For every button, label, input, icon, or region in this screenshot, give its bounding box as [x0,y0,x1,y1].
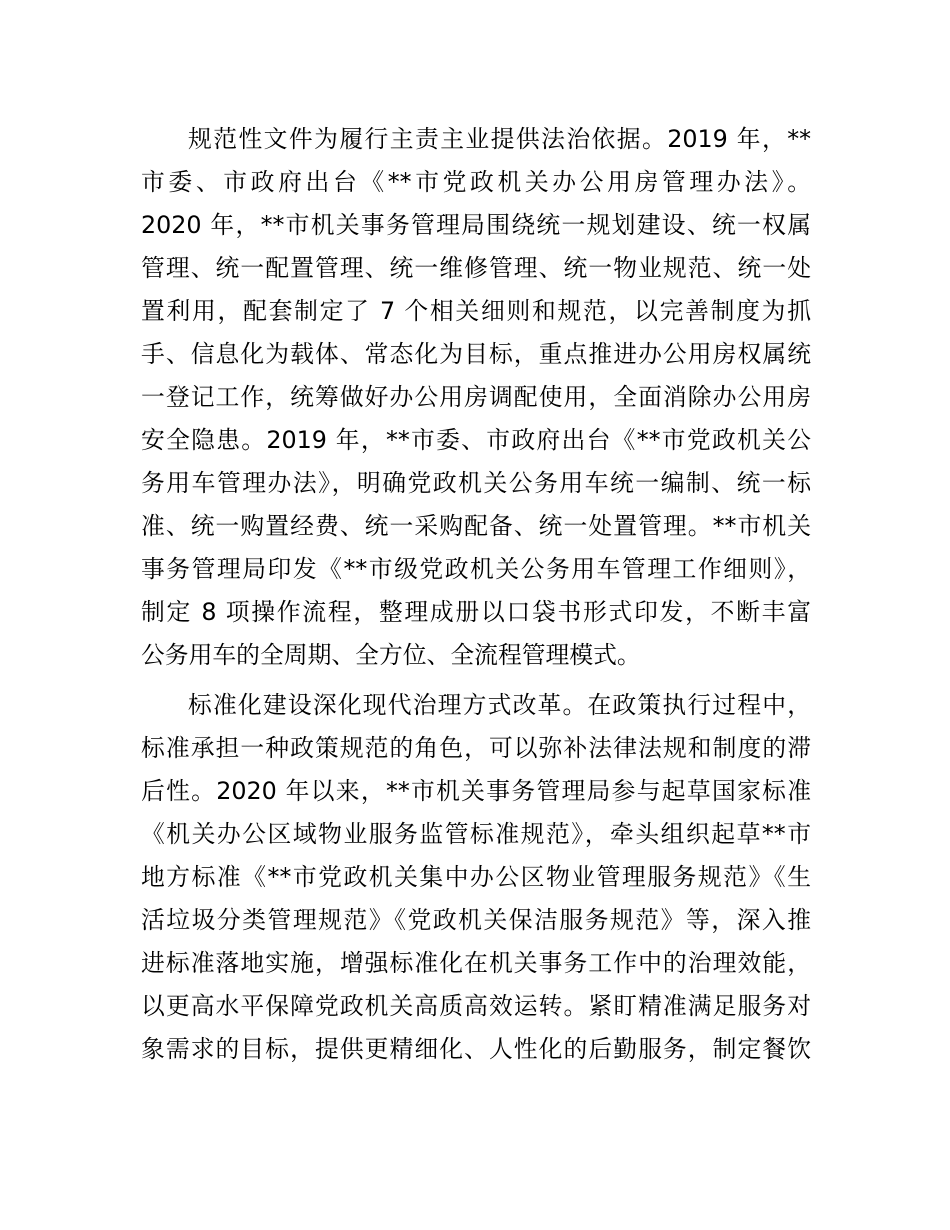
text-line: 象需求的目标，提供更精细化、人性化的后勤服务，制定餐饮 [141,1035,811,1063]
text-line: 市委、市政府出台《**市党政机关办公用房管理办法》。 [141,168,811,196]
text-line: 管理、统一配置管理、统一维修管理、统一物业规范、统一处 [141,254,811,282]
text-line: 手、信息化为载体、常态化为目标，重点推进办公用房权属统 [141,340,811,368]
paragraph-spacer [141,677,811,684]
text-line: 活垃圾分类管理规范》《党政机关保洁服务规范》等，深入推 [141,906,811,934]
text-line: 准、统一购置经费、统一采购配备、统一处置管理。**市机关 [141,512,811,540]
text-line: 规范性文件为履行主责主业提供法治依据。2019 年，** [188,125,811,153]
text-line: 2020 年，**市机关事务管理局围绕统一规划建设、统一权属 [141,211,811,239]
text-line: 标准承担一种政策规范的角色，可以弥补法律法规和制度的滞 [141,734,811,762]
text-line: 务用车管理办法》，明确党政机关公务用车统一编制、统一标 [141,469,811,497]
text-line: 以更高水平保障党政机关高质高效运转。紧盯精准满足服务对 [141,992,811,1020]
document-body [141,118,811,1071]
text-line: 制定 8 项操作流程，整理成册以口袋书形式印发，不断丰富 [141,598,811,626]
text-line: 进标准落地实施，增强标准化在机关事务工作中的治理效能， [141,949,811,977]
paragraph-regulatory-documents [141,118,811,677]
text-line: 地方标准《**市党政机关集中办公区物业管理服务规范》《生 [141,863,811,891]
text-line: 《机关办公区域物业服务监管标准规范》，牵头组织起草**市 [141,820,811,848]
text-line: 事务管理局印发《**市级党政机关公务用车管理工作细则》， [141,555,811,583]
text-line: 后性。2020 年以来，**市机关事务管理局参与起草国家标准 [141,777,811,805]
text-line: 安全隐患。2019 年，**市委、市政府出台《**市党政机关公 [141,426,811,454]
text-line: 置利用，配套制定了 7 个相关细则和规范，以完善制度为抓 [141,297,811,325]
paragraph-standardization [141,684,811,1071]
text-line: 公务用车的全周期、全方位、全流程管理模式。 [141,641,641,669]
text-line: 一登记工作，统筹做好办公用房调配使用，全面消除办公用房 [141,383,811,411]
text-line: 标准化建设深化现代治理方式改革。在政策执行过程中， [188,691,811,719]
